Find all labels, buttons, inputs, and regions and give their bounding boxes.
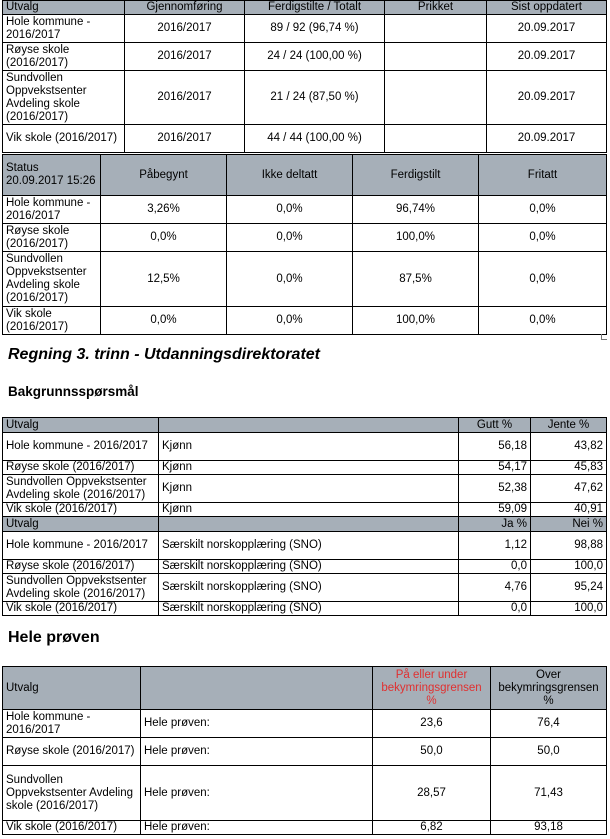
label-cell: Hele prøven: — [141, 738, 373, 766]
table-row — [3, 574, 607, 602]
section-title: Regning 3. trinn - Utdanningsdirektoratet — [8, 346, 321, 363]
header-ferdigstilte-totalt: Ferdigstilte / Totalt — [245, 1, 385, 15]
fritatt-cell: 0,0% — [479, 307, 607, 335]
ikke-deltatt-cell: 0,0% — [227, 252, 353, 307]
table-row — [3, 252, 607, 307]
header-question — [159, 517, 459, 532]
pabegynt-cell: 12,5% — [101, 252, 227, 307]
sist-oppdatert-cell: 20.09.2017 — [487, 15, 607, 43]
fritatt-cell: 0,0% — [479, 224, 607, 252]
utvalg-cell: Vik skole (2016/2017) — [3, 821, 141, 835]
jente-cell: 43,82 — [531, 433, 607, 461]
header-utvalg: Utvalg — [3, 517, 159, 532]
question-cell: Særskilt norskopplæring (SNO) — [159, 532, 459, 560]
utvalg-cell: Vik skole (2016/2017) — [3, 602, 159, 616]
table-row — [3, 71, 607, 125]
utvalg-cell: Hole kommune - 2016/2017 — [3, 196, 101, 224]
table-row — [3, 710, 607, 738]
question-cell: Særskilt norskopplæring (SNO) — [159, 560, 459, 574]
utvalg-cell: Hole kommune - 2016/2017 — [3, 433, 159, 461]
utvalg-cell: Røyse skole (2016/2017) — [3, 224, 101, 252]
gjennomforing-cell: 2016/2017 — [125, 125, 245, 153]
table-row — [3, 766, 607, 821]
table-row — [3, 461, 607, 475]
pabegynt-cell: 3,26% — [101, 196, 227, 224]
jente-cell: 40,91 — [531, 503, 607, 517]
ferdigstilte-cell: 89 / 92 (96,74 %) — [245, 15, 385, 43]
table-row — [3, 532, 607, 560]
label-cell: Hele prøven: — [141, 821, 373, 835]
gjennomforing-cell: 2016/2017 — [125, 71, 245, 125]
fritatt-cell: 0,0% — [479, 252, 607, 307]
ikke-deltatt-cell: 0,0% — [227, 224, 353, 252]
fritatt-cell: 0,0% — [479, 196, 607, 224]
utvalg-cell: Sundvollen Oppvekstsenter Avdeling skole (2016/2017) — [3, 71, 125, 125]
header-utvalg: Utvalg — [3, 418, 159, 433]
utvalg-cell: Sundvollen Oppvekstsenter Avdeling skole (2016/2017) — [3, 252, 101, 307]
question-cell: Særskilt norskopplæring (SNO) — [159, 574, 459, 602]
completion-table — [2, 0, 607, 153]
header-under-grensen: På eller under bekymringsgrensen % — [373, 667, 491, 710]
table-row — [3, 821, 607, 835]
header-sist-oppdatert: Sist oppdatert — [487, 1, 607, 15]
over-cell: 76,4 — [491, 710, 607, 738]
table-row — [3, 738, 607, 766]
utvalg-cell: Sundvollen Oppvekstsenter Avdeling skole (2016/2017) — [3, 574, 159, 602]
table-row — [3, 196, 607, 224]
ferdigstilte-cell: 24 / 24 (100,00 %) — [245, 43, 385, 71]
table-row — [3, 602, 607, 616]
header-fritatt: Fritatt — [479, 155, 607, 196]
sist-oppdatert-cell: 20.09.2017 — [487, 71, 607, 125]
prikket-cell — [385, 71, 487, 125]
label-cell: Hele prøven: — [141, 766, 373, 821]
header-prikket: Prikket — [385, 1, 487, 15]
header-gjennomforing: Gjennomføring — [125, 1, 245, 15]
utvalg-cell: Hole kommune - 2016/2017 — [3, 15, 125, 43]
utvalg-cell: Røyse skole (2016/2017) — [3, 738, 141, 766]
header-nei: Nei % — [531, 517, 607, 532]
pabegynt-cell: 0,0% — [101, 307, 227, 335]
utvalg-cell: Vik skole (2016/2017) — [3, 307, 101, 335]
header-ikke-deltatt: Ikke deltatt — [227, 155, 353, 196]
utvalg-cell: Røyse skole (2016/2017) — [3, 43, 125, 71]
table-row — [3, 560, 607, 574]
ja-cell: 4,76 — [459, 574, 531, 602]
table-end-marker — [601, 334, 607, 340]
over-cell: 93,18 — [491, 821, 607, 835]
header-status: Status 20.09.2017 15:26 — [3, 155, 101, 196]
utvalg-cell: Hole kommune - 2016/2017 — [3, 532, 159, 560]
sist-oppdatert-cell: 20.09.2017 — [487, 125, 607, 153]
nei-cell: 100,0 — [531, 602, 607, 616]
status-table — [2, 154, 607, 335]
header-pabegynt: Påbegynt — [101, 155, 227, 196]
header-blank — [141, 667, 373, 710]
table-row — [3, 433, 607, 461]
completion-header-row — [3, 1, 607, 15]
table-row — [3, 15, 607, 43]
question-cell: Kjønn — [159, 461, 459, 475]
header-ja: Ja % — [459, 517, 531, 532]
header-jente: Jente % — [531, 418, 607, 433]
table-row — [3, 475, 607, 503]
utvalg-cell: Sundvollen Oppvekstsenter Avdeling skole (2016/2017) — [3, 475, 159, 503]
header-gutt: Gutt % — [459, 418, 531, 433]
utvalg-cell: Røyse skole (2016/2017) — [3, 461, 159, 475]
table-row — [3, 224, 607, 252]
hele-proven-table — [2, 666, 607, 835]
ikke-deltatt-cell: 0,0% — [227, 196, 353, 224]
prikket-cell — [385, 43, 487, 71]
gjennomforing-cell: 2016/2017 — [125, 43, 245, 71]
prikket-cell — [385, 15, 487, 43]
gutt-cell: 56,18 — [459, 433, 531, 461]
gjennomforing-cell: 2016/2017 — [125, 15, 245, 43]
nei-cell: 98,88 — [531, 532, 607, 560]
question-cell: Særskilt norskopplæring (SNO) — [159, 602, 459, 616]
question-cell: Kjønn — [159, 503, 459, 517]
jente-cell: 47,62 — [531, 475, 607, 503]
nei-cell: 95,24 — [531, 574, 607, 602]
under-cell: 23,6 — [373, 710, 491, 738]
ferdigstilte-cell: 21 / 24 (87,50 %) — [245, 71, 385, 125]
sist-oppdatert-cell: 20.09.2017 — [487, 43, 607, 71]
over-cell: 71,43 — [491, 766, 607, 821]
over-cell: 50,0 — [491, 738, 607, 766]
header-utvalg: Utvalg — [3, 1, 125, 15]
header-question — [159, 418, 459, 433]
utvalg-cell: Vik skole (2016/2017) — [3, 125, 125, 153]
under-cell: 50,0 — [373, 738, 491, 766]
hele-header-row — [3, 667, 607, 710]
ja-cell: 1,12 — [459, 532, 531, 560]
question-cell: Kjønn — [159, 433, 459, 461]
header-over-grensen: Over bekymringsgrensen % — [491, 667, 607, 710]
background-table — [2, 417, 607, 616]
ferdigstilt-cell: 96,74% — [353, 196, 479, 224]
nei-cell: 100,0 — [531, 560, 607, 574]
ferdigstilt-cell: 87,5% — [353, 252, 479, 307]
under-cell: 6,82 — [373, 821, 491, 835]
header-utvalg: Utvalg — [3, 667, 141, 710]
utvalg-cell: Hole kommune - 2016/2017 — [3, 710, 141, 738]
utvalg-cell: Sundvollen Oppvekstsenter Avdeling skole (2016/2017) — [3, 766, 141, 821]
gutt-cell: 54,17 — [459, 461, 531, 475]
label-cell: Hele prøven: — [141, 710, 373, 738]
utvalg-cell: Røyse skole (2016/2017) — [3, 560, 159, 574]
utvalg-cell: Vik skole (2016/2017) — [3, 503, 159, 517]
gutt-cell: 52,38 — [459, 475, 531, 503]
background-header-row — [3, 418, 607, 433]
ikke-deltatt-cell: 0,0% — [227, 307, 353, 335]
status-header-row — [3, 155, 607, 196]
ja-cell: 0,0 — [459, 560, 531, 574]
background-header-row-2 — [3, 517, 607, 532]
header-ferdigstilt: Ferdigstilt — [353, 155, 479, 196]
prikket-cell — [385, 125, 487, 153]
pabegynt-cell: 0,0% — [101, 224, 227, 252]
question-cell: Kjønn — [159, 475, 459, 503]
gutt-cell: 59,09 — [459, 503, 531, 517]
ferdigstilt-cell: 100,0% — [353, 224, 479, 252]
table-row — [3, 43, 607, 71]
table-row — [3, 307, 607, 335]
ja-cell: 0,0 — [459, 602, 531, 616]
bakgrunn-title: Bakgrunnsspørsmål — [8, 384, 139, 399]
table-row — [3, 125, 607, 153]
under-cell: 28,57 — [373, 766, 491, 821]
table-row — [3, 503, 607, 517]
ferdigstilte-cell: 44 / 44 (100,00 %) — [245, 125, 385, 153]
hele-proven-title: Hele prøven — [8, 629, 100, 646]
ferdigstilt-cell: 100,0% — [353, 307, 479, 335]
jente-cell: 45,83 — [531, 461, 607, 475]
